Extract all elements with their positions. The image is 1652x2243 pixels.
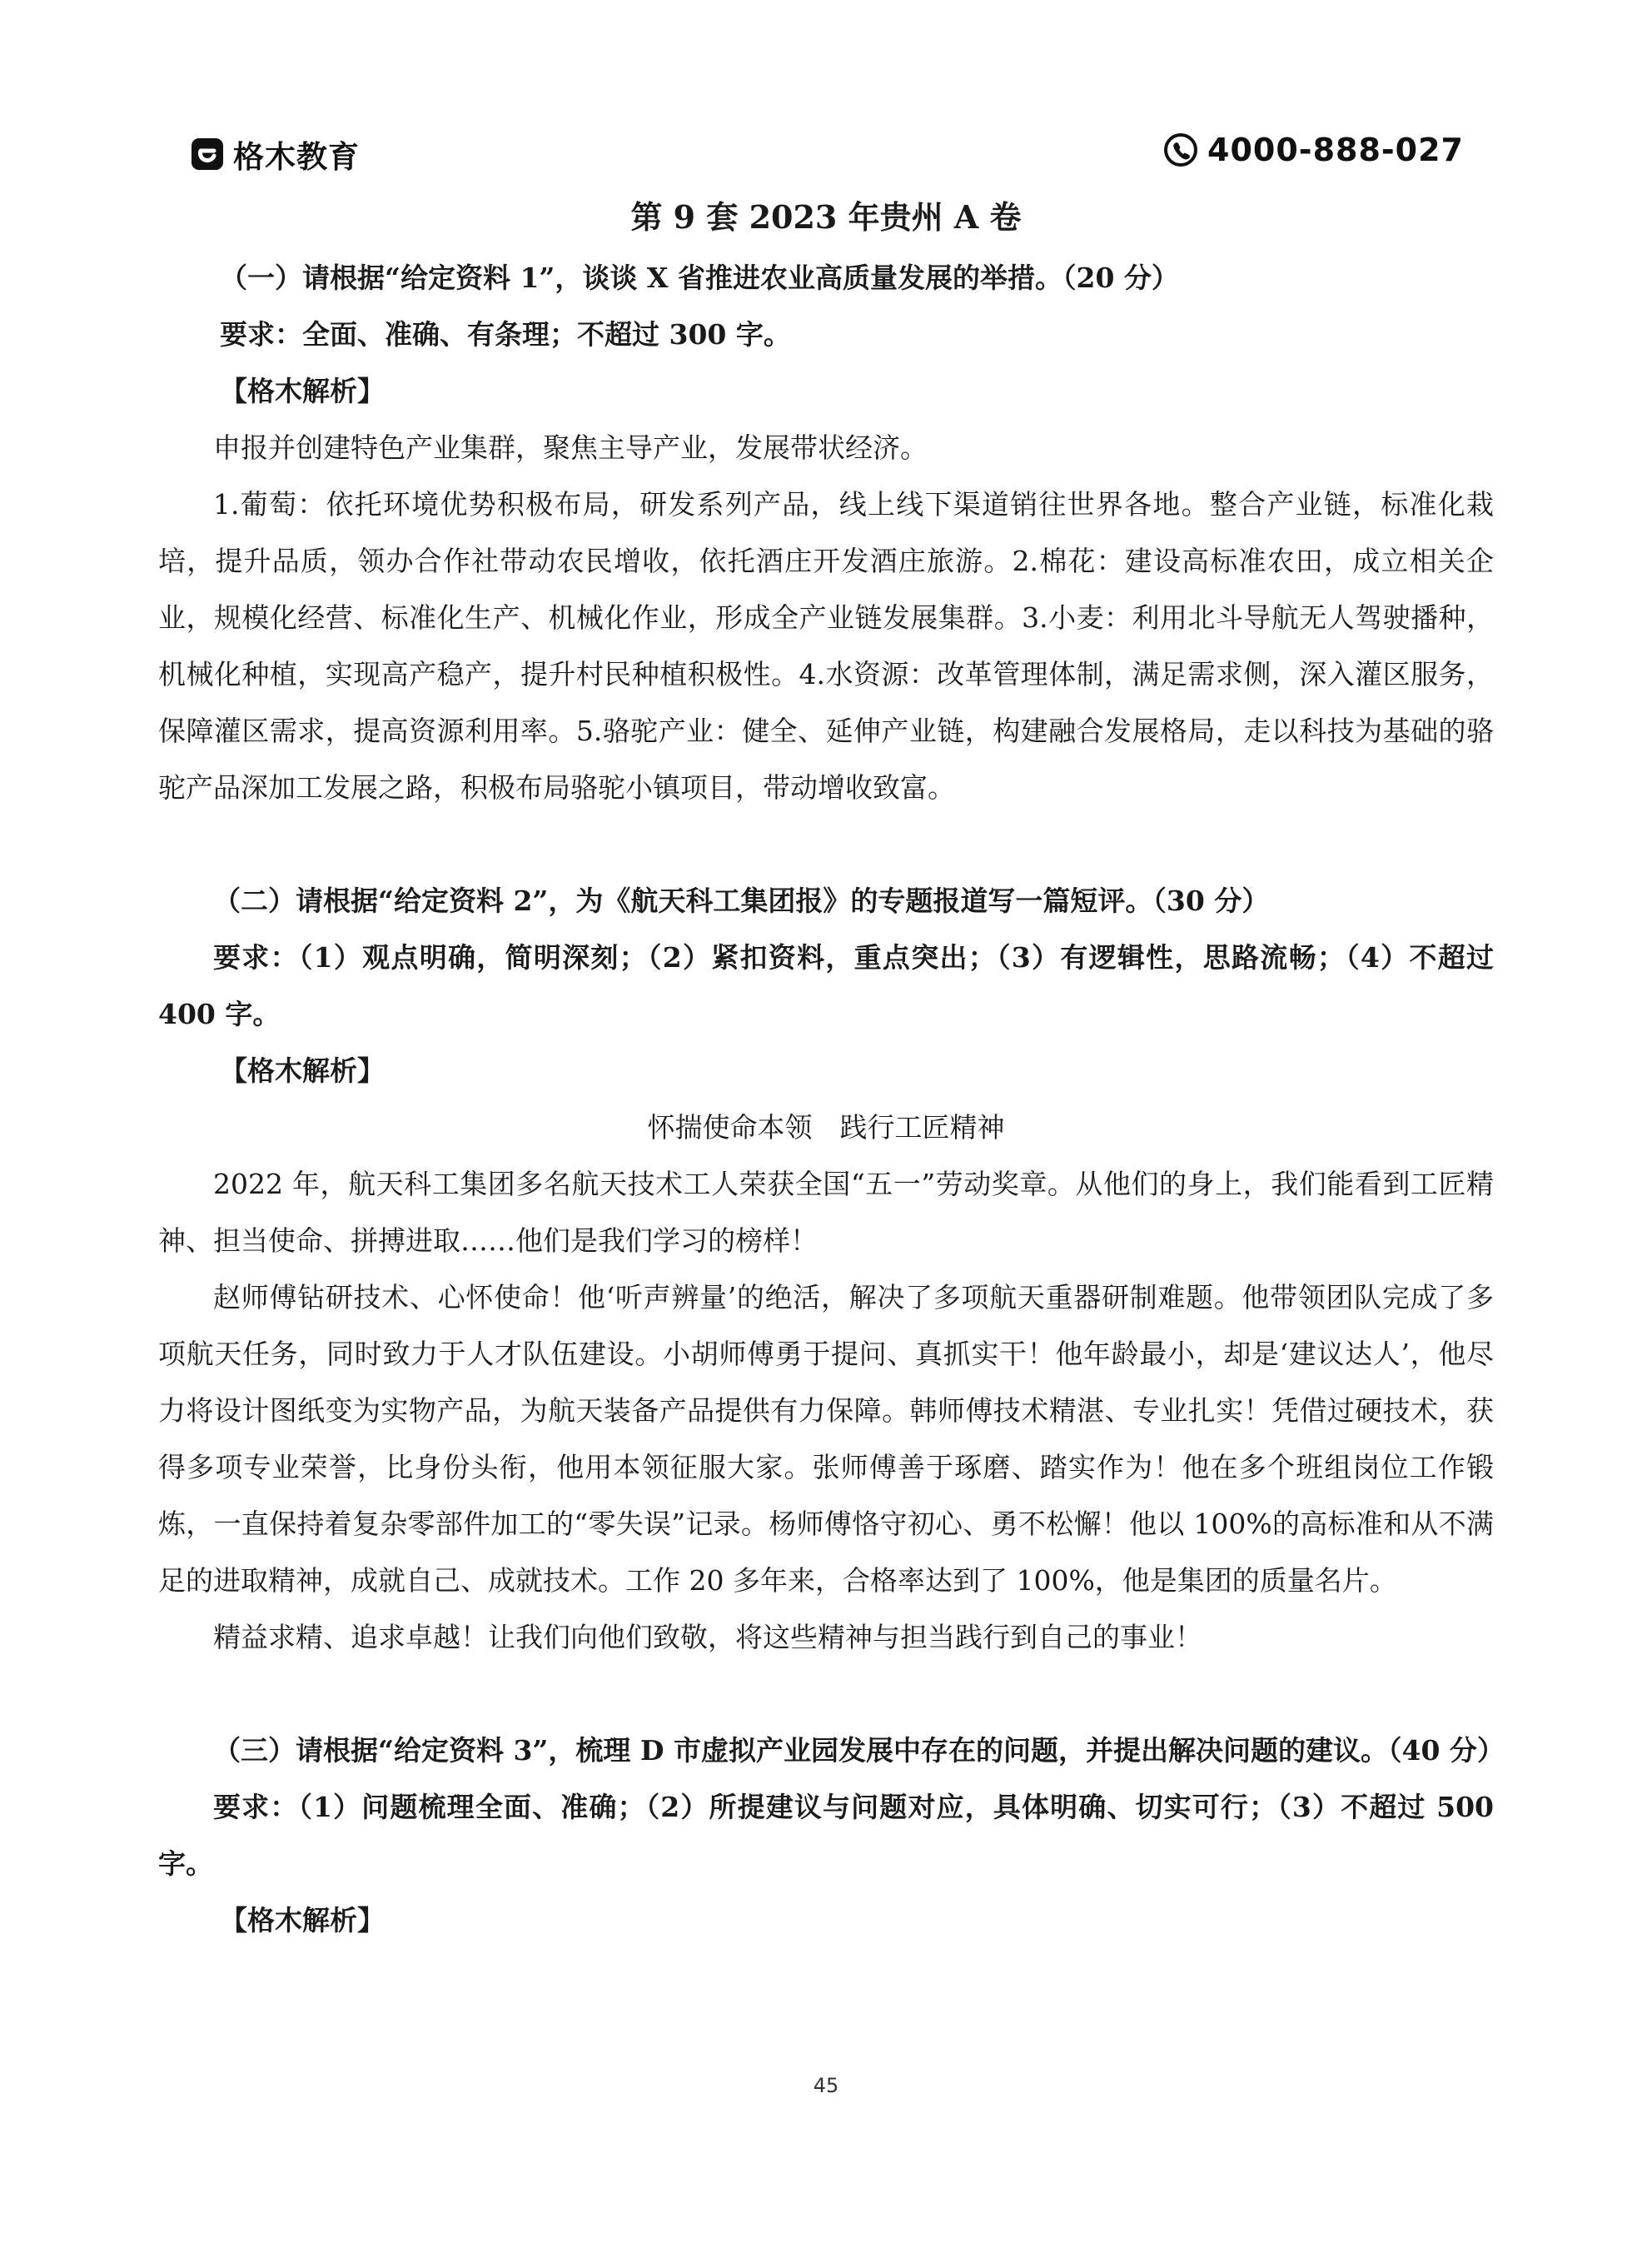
brand-logo	[190, 132, 360, 177]
essay-title: 怀揣使命本领 践行工匠精神	[647, 1111, 1005, 1144]
hotline-number: 4000-888-027	[1207, 132, 1464, 168]
page-title: 第 9 套 2023 年贵州 A 卷	[630, 198, 1022, 236]
document-body	[158, 193, 1505, 1949]
question-1-requirement: 要求：全面、准确、有条理；不超过 300 字。	[220, 318, 791, 351]
phone-icon	[1162, 132, 1199, 168]
spacer	[158, 816, 1494, 873]
page-number: 45	[813, 2074, 839, 2097]
question-1-analysis-label: 【格木解析】	[220, 375, 385, 407]
spacer	[158, 1666, 1494, 1722]
question-2-analysis-label: 【格木解析】	[220, 1054, 385, 1087]
essay-paragraph: 赵师傅钻研技术、心怀使命！他‘听声辨量’的绝活，解决了多项航天重器研制难题。他带领团队完成了多项航天任务，同时致力于人才队伍建设。小胡师傅勇于提问、真抓实干！他年龄最小，却是‘建议达人’，他尽力将设计图纸变为实物产品，为航天装备产品提供有力保障。韩师傅技术精湛、专业扎实！凭借过硬技术，获得多项专业荣誉，比身份头衔，他用本领征服大家。张师傅善于琢磨、踏实作为！他在多个班组岗位工作锻炼，一直保持着复杂零部件加工的“零失误”记录。杨师傅恪守初心、勇不松懈！他以 100%的高标准和从不满足的进取精神，成就自己、成就技术。工作 20 多年来，合格率达到了 100%，他是集团的质量名片。	[158, 1281, 1494, 1597]
page-header	[190, 125, 1464, 183]
question-2-requirement: 要求：（1）观点明确，简明深刻；（2）紧扣资料，重点突出；（3）有逻辑性，思路流畅；（4）不超过 400 字。	[158, 941, 1494, 1030]
brand-name: 格木教育	[233, 139, 360, 175]
question-1: （一）请根据“给定资料 1”，谈谈 X 省推进农业高质量发展的举措。（20 分）	[220, 262, 1179, 294]
question-3: （三）请根据“给定资料 3”，梳理 D 市虚拟产业园发展中存在的问题，并提出解决问题的建议。（40 分）	[213, 1734, 1505, 1767]
hotline	[1162, 132, 1464, 168]
essay-paragraph: 2022 年，航天科工集团多名航天技术工人荣获全国“五一”劳动奖章。从他们的身上，我们能看到工匠精神、担当使命、拼搏进取……他们是我们学习的榜样！	[158, 1168, 1494, 1257]
question-3-analysis-label: 【格木解析】	[220, 1904, 385, 1936]
question-1-answer-body: 1.葡萄：依托环境优势积极布局，研发系列产品，线上线下渠道销往世界各地。整合产业链，标准化栽培，提升品质，领办合作社带动农民增收，依托酒庄开发酒庄旅游。2.棉花：建设高标准农田，成立相关企业，规模化经营、标准化生产、机械化作业，形成全产业链发展集群。3.小麦：利用北斗导航无人驾驶播种，机械化种植，实现高产稳产，提升村民种植积极性。4.水资源：改革管理体制，满足需求侧，深入灌区服务，保障灌区需求，提高资源利用率。5.骆驼产业：健全、延伸产业链，构建融合发展格局，走以科技为基础的骆驼产品深加工发展之路，积极布局骆驼小镇项目，带动增收致富。	[158, 488, 1494, 804]
question-2: （二）请根据“给定资料 2”，为《航天科工集团报》的专题报道写一篇短评。（30 分）	[213, 885, 1270, 917]
e-logo-icon	[190, 137, 225, 172]
essay-paragraph: 精益求精、追求卓越！让我们向他们致敬，将这些精神与担当践行到自己的事业！	[213, 1621, 1202, 1653]
question-3-requirement: 要求：（1）问题梳理全面、准确；（2）所提建议与问题对应，具体明确、切实可行；（3）不超过 500 字。	[158, 1791, 1494, 1880]
question-1-answer-intro: 申报并创建特色产业集群，聚焦主导产业，发展带状经济。	[213, 431, 928, 464]
